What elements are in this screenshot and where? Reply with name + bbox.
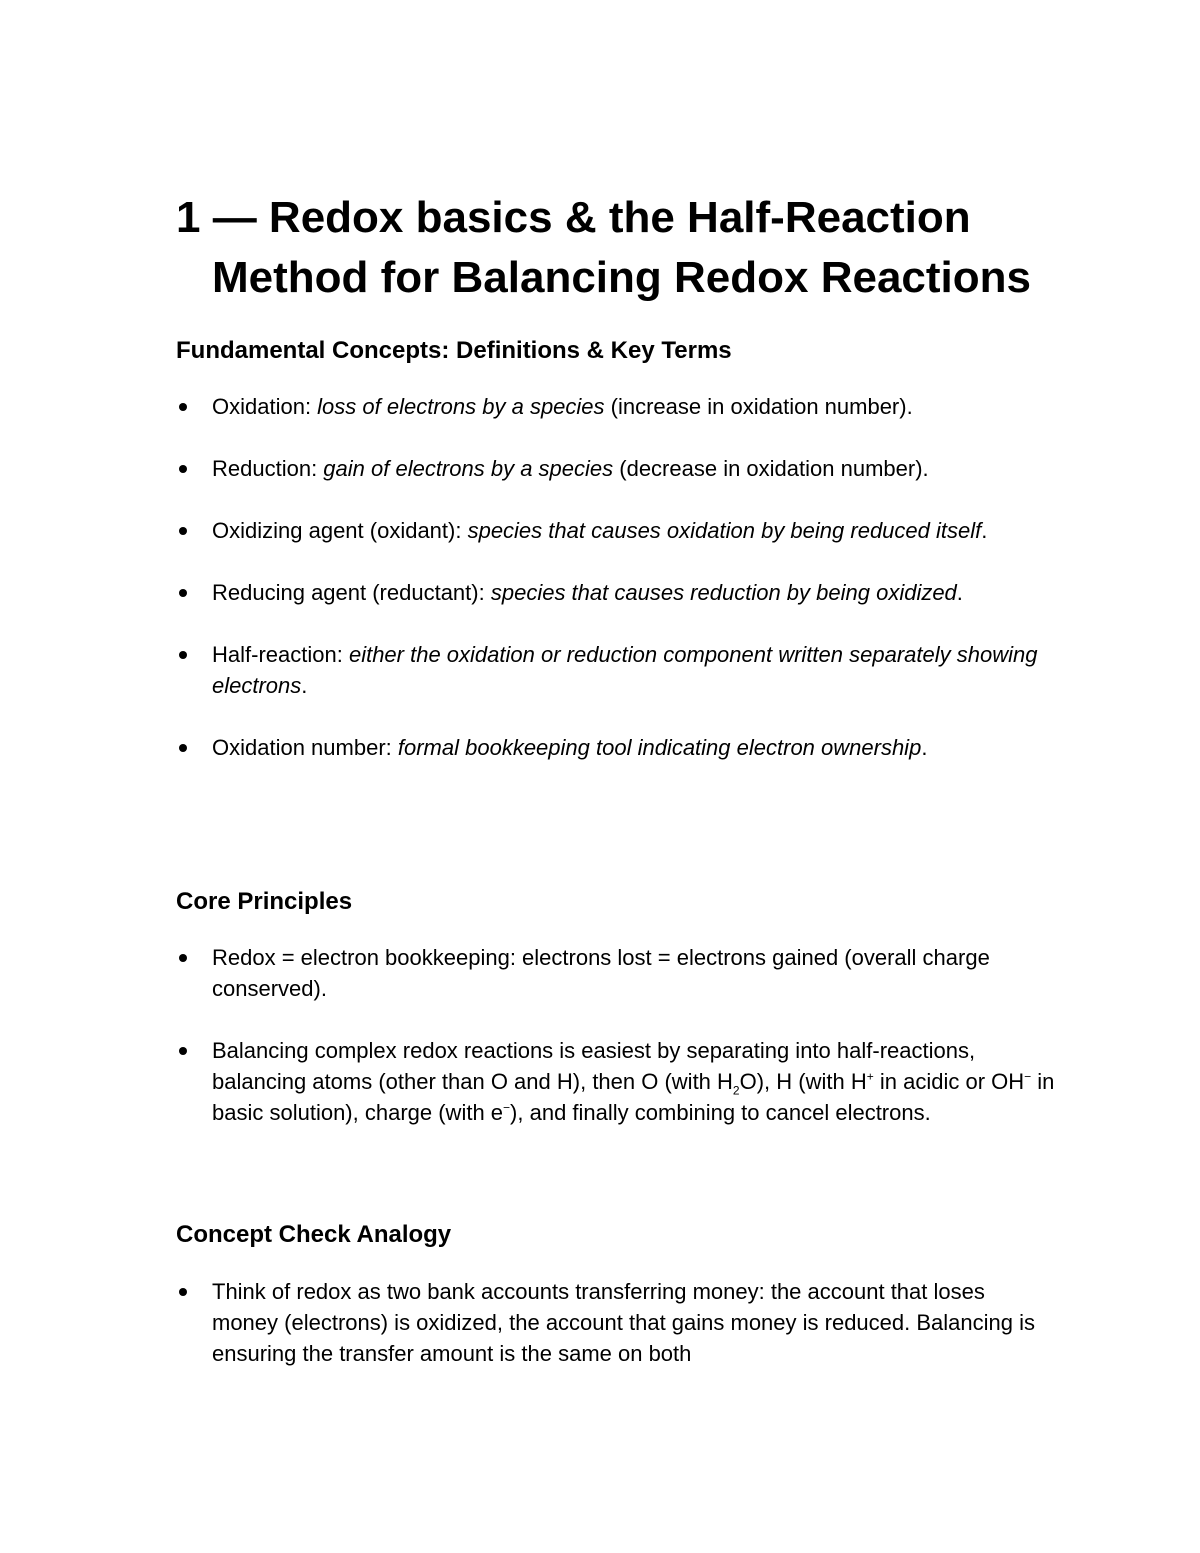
analogy-text: Think of redox as two bank accounts transferring money: the account that loses money (electrons) is oxidized, the account that gains money is reduced. Balancing is ensuring the transfer amount is the same on both bbox=[212, 1279, 1035, 1366]
term-note: (increase in oxidation number). bbox=[604, 394, 913, 419]
term-note: . bbox=[981, 518, 988, 543]
term-label: Oxidizing agent (oxidant): bbox=[212, 518, 468, 543]
analogy-list bbox=[176, 1276, 1056, 1400]
term-definition: gain of electrons by a species bbox=[323, 456, 614, 481]
bullet-icon bbox=[179, 744, 187, 752]
term-definition: species that causes reduction by being oxidized bbox=[490, 580, 957, 605]
principles-heading: Core Principles bbox=[176, 888, 353, 915]
bullet-icon bbox=[179, 1047, 187, 1055]
term-note: (decrease in oxidation number). bbox=[613, 456, 929, 481]
principle-text-part: O), H (with H bbox=[739, 1069, 867, 1094]
list-item bbox=[176, 639, 1056, 701]
subscript-two: 2 bbox=[732, 1083, 740, 1098]
superscript-minus: − bbox=[1024, 1069, 1032, 1084]
bullet-icon bbox=[179, 651, 187, 659]
principle-text-part: Balancing complex redox reactions is easiest by separating into half-reactions, balancing atoms (other than O and H), then O (with H bbox=[212, 1038, 976, 1094]
bullet-icon bbox=[179, 403, 187, 411]
term-note: . bbox=[301, 673, 308, 698]
list-item bbox=[176, 453, 1056, 484]
list-item bbox=[176, 1276, 1056, 1369]
term-note: . bbox=[921, 735, 928, 760]
list-item bbox=[176, 942, 1056, 1004]
list-item bbox=[176, 732, 1056, 763]
list-item bbox=[176, 515, 1056, 546]
bullet-icon bbox=[179, 527, 187, 535]
list-item bbox=[176, 577, 1056, 608]
principle-text-part: ), and finally combining to cancel electrons. bbox=[510, 1100, 931, 1125]
bullet-icon bbox=[179, 589, 187, 597]
list-item bbox=[176, 1035, 1056, 1128]
term-label: Oxidation: bbox=[212, 394, 318, 419]
superscript-plus: + bbox=[866, 1069, 874, 1084]
bullet-icon bbox=[179, 954, 187, 962]
fundamentals-heading: Fundamental Concepts: Definitions & Key Terms bbox=[176, 337, 732, 364]
superscript-minus: − bbox=[503, 1100, 511, 1115]
term-note: . bbox=[956, 580, 963, 605]
term-definition: either the oxidation or reduction component written separately showing electrons bbox=[212, 642, 1038, 698]
term-definition: formal bookkeeping tool indicating electron ownership bbox=[397, 735, 922, 760]
page-title: 1 — Redox basics & the Half-Reaction Method for Balancing Redox Reactions bbox=[176, 193, 1031, 302]
term-definition: loss of electrons by a species bbox=[317, 394, 605, 419]
term-label: Reduction: bbox=[212, 456, 324, 481]
term-label: Half-reaction: bbox=[212, 642, 349, 667]
principles-list bbox=[176, 942, 1056, 1159]
term-definition: species that causes oxidation by being reduced itself bbox=[467, 518, 982, 543]
analogy-heading: Concept Check Analogy bbox=[176, 1221, 452, 1248]
principle-text: Redox = electron bookkeeping: electrons lost = electrons gained (overall charge conserved). bbox=[212, 945, 990, 1001]
list-item bbox=[176, 391, 1056, 422]
principle-text-part: in acidic or OH bbox=[873, 1069, 1025, 1094]
term-label: Oxidation number: bbox=[212, 735, 398, 760]
principle-text-part: in basic solution), charge (with e bbox=[212, 1069, 1055, 1125]
term-label: Reducing agent (reductant): bbox=[212, 580, 491, 605]
bullet-icon bbox=[179, 1288, 187, 1296]
bullet-icon bbox=[179, 465, 187, 473]
fundamentals-list bbox=[176, 391, 1056, 794]
